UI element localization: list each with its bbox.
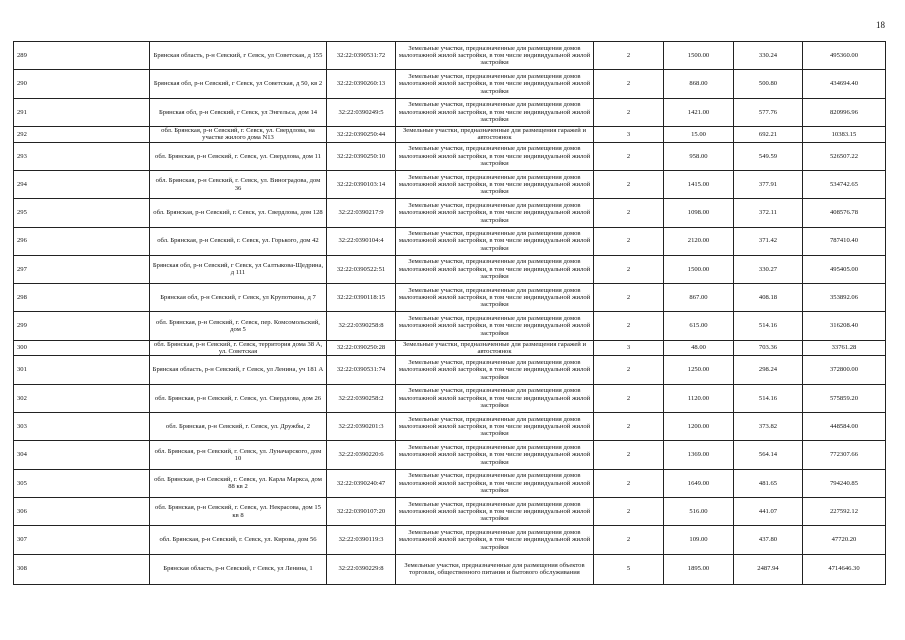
land-use-cell: Земельные участки, предназначенные для размещения домов малоэтажной жилой застройки, в том числе индивидуальной жилой застройки	[396, 70, 594, 98]
cadastral-value-cell: 575859.20	[803, 384, 886, 412]
group-cell: 2	[594, 199, 664, 227]
specific-value-cell: 2487.94	[734, 554, 803, 584]
cadastral-number-cell: 32:22:0390250:10	[327, 142, 396, 170]
group-cell: 2	[594, 42, 664, 70]
group-cell: 2	[594, 142, 664, 170]
group-cell: 2	[594, 413, 664, 441]
land-use-cell: Земельные участки, предназначенные для размещения домов малоэтажной жилой застройки, в том числе индивидуальной жилой застройки	[396, 227, 594, 255]
group-cell: 2	[594, 497, 664, 525]
cadastral-number-cell: 32:22:0390250:28	[327, 340, 396, 356]
land-use-cell: Земельные участки, предназначенные для размещения домов малоэтажной жилой застройки, в том числе индивидуальной жилой застройки	[396, 199, 594, 227]
address-cell: обл. Брянская, р-н Севский, г. Севск, ул. Карла Маркса, дом 88 кв 2	[150, 469, 327, 497]
area-cell: 958.00	[664, 142, 734, 170]
area-cell: 1421.00	[664, 98, 734, 126]
land-use-cell: Земельные участки, предназначенные для размещения домов малоэтажной жилой застройки, в том числе индивидуальной жилой застройки	[396, 497, 594, 525]
address-cell: обл. Брянская, р-н Севский, г. Севск, пер. Комсомольский, дом 5	[150, 312, 327, 340]
group-cell: 2	[594, 227, 664, 255]
address-cell: Брянская область, р-н Севский, г Севск, ул Ленина, 1	[150, 554, 327, 584]
row-number: 308	[14, 554, 150, 584]
address-cell: Брянская обл, р-н Севский, г Севск, ул Советская, д 50, кв 2	[150, 70, 327, 98]
row-number: 297	[14, 255, 150, 283]
cadastral-value-cell: 526507.22	[803, 142, 886, 170]
cadastral-number-cell: 32:22:0390260:13	[327, 70, 396, 98]
table-row	[14, 340, 886, 356]
area-cell: 1200.00	[664, 413, 734, 441]
group-cell: 2	[594, 284, 664, 312]
table-row	[14, 526, 886, 554]
table-row	[14, 413, 886, 441]
address-cell: обл. Брянская, р-н Севский, г. Севск, ул. Свердлова, дом 11	[150, 142, 327, 170]
row-number: 304	[14, 441, 150, 469]
cadastral-number-cell: 32:22:0390103:14	[327, 170, 396, 198]
cadastral-number-cell: 32:22:0390217:9	[327, 199, 396, 227]
specific-value-cell: 514.16	[734, 312, 803, 340]
cadastral-number-cell: 32:22:0390531:72	[327, 42, 396, 70]
table-row	[14, 227, 886, 255]
cadastral-value-cell: 534742.65	[803, 170, 886, 198]
row-number: 300	[14, 340, 150, 356]
area-cell: 15.00	[664, 126, 734, 142]
cadastral-value-cell: 495360.00	[803, 42, 886, 70]
address-cell: Брянская обл, р-н Севский, г Севск, ул Крупоткина, д 7	[150, 284, 327, 312]
address-cell: Брянская область, р-н Севский, г Севск, ул Ленина, уч 181 А	[150, 356, 327, 384]
group-cell: 3	[594, 340, 664, 356]
row-number: 290	[14, 70, 150, 98]
specific-value-cell: 692.21	[734, 126, 803, 142]
row-number: 299	[14, 312, 150, 340]
specific-value-cell: 408.18	[734, 284, 803, 312]
table-row	[14, 255, 886, 283]
address-cell: обл. Брянская, р-н Севский, г. Севск, ул. Горького, дом 42	[150, 227, 327, 255]
area-cell: 1098.00	[664, 199, 734, 227]
cadastral-number-cell: 32:22:0390220:6	[327, 441, 396, 469]
address-cell: Брянская обл, р-н Севский, г Севск, ул Энгельса, дом 14	[150, 98, 327, 126]
specific-value-cell: 481.65	[734, 469, 803, 497]
land-use-cell: Земельные участки, предназначенные для размещения домов малоэтажной жилой застройки, в том числе индивидуальной жилой застройки	[396, 356, 594, 384]
land-use-cell: Земельные участки, предназначенные для размещения домов малоэтажной жилой застройки, в том числе индивидуальной жилой застройки	[396, 170, 594, 198]
row-number: 303	[14, 413, 150, 441]
land-use-cell: Земельные участки, предназначенные для размещения домов малоэтажной жилой застройки, в том числе индивидуальной жилой застройки	[396, 255, 594, 283]
address-cell: Брянская обл, р-н Севский, г Севск, ул Салтыкова-Щедрина, д 111	[150, 255, 327, 283]
cadastral-value-cell: 820996.96	[803, 98, 886, 126]
cadastral-number-cell: 32:22:0390104:4	[327, 227, 396, 255]
specific-value-cell: 298.24	[734, 356, 803, 384]
address-cell: обл. Брянская, р-н Севский, г. Севск, ул. Некрасова, дом 15 кв 8	[150, 497, 327, 525]
table-row	[14, 384, 886, 412]
group-cell: 2	[594, 526, 664, 554]
cadastral-number-cell: 32:22:0390107:20	[327, 497, 396, 525]
cadastral-number-cell: 32:22:0390118:15	[327, 284, 396, 312]
address-cell: Брянская область, р-н Севский, г Севск, ул Советская, д 155	[150, 42, 327, 70]
cadastral-value-cell: 448584.00	[803, 413, 886, 441]
group-cell: 2	[594, 356, 664, 384]
area-cell: 867.00	[664, 284, 734, 312]
area-cell: 1895.00	[664, 554, 734, 584]
land-use-cell: Земельные участки, предназначенные для размещения гаражей и автостоянок	[396, 340, 594, 356]
area-cell: 1649.00	[664, 469, 734, 497]
group-cell: 2	[594, 469, 664, 497]
row-number: 306	[14, 497, 150, 525]
table-row	[14, 356, 886, 384]
specific-value-cell: 437.80	[734, 526, 803, 554]
area-cell: 48.00	[664, 340, 734, 356]
specific-value-cell: 330.24	[734, 42, 803, 70]
land-use-cell: Земельные участки, предназначенные для размещения объектов торговли, общественного питания и бытового обслуживания	[396, 554, 594, 584]
area-cell: 1250.00	[664, 356, 734, 384]
cadastral-number-cell: 32:22:0390201:3	[327, 413, 396, 441]
cadastral-value-cell: 227592.12	[803, 497, 886, 525]
area-cell: 1415.00	[664, 170, 734, 198]
cadastral-value-cell: 434694.40	[803, 70, 886, 98]
cadastral-value-cell: 408576.78	[803, 199, 886, 227]
cadastral-number-cell: 32:22:0390522:51	[327, 255, 396, 283]
address-cell: обл. Брянская, р-н Севский, г. Севск, территория дома 38 А, ул. Советская	[150, 340, 327, 356]
address-cell: обл. Брянская, р-н Севский, г. Севск, ул. Луначарского, дом 10	[150, 441, 327, 469]
land-use-cell: Земельные участки, предназначенные для размещения домов малоэтажной жилой застройки, в том числе индивидуальной жилой застройки	[396, 384, 594, 412]
group-cell: 2	[594, 70, 664, 98]
address-cell: обл. Брянская, р-н Севский, г. Севск, ул. Свердлова, дом 128	[150, 199, 327, 227]
address-cell: обл. Брянская, р-н Севский, г. Севск, ул. Дружбы, 2	[150, 413, 327, 441]
area-cell: 1120.00	[664, 384, 734, 412]
specific-value-cell: 564.14	[734, 441, 803, 469]
land-use-cell: Земельные участки, предназначенные для размещения гаражей и автостоянок	[396, 126, 594, 142]
table-row	[14, 126, 886, 142]
specific-value-cell: 500.80	[734, 70, 803, 98]
row-number: 305	[14, 469, 150, 497]
land-use-cell: Земельные участки, предназначенные для размещения домов малоэтажной жилой застройки, в том числе индивидуальной жилой застройки	[396, 413, 594, 441]
cadastral-value-table	[13, 41, 886, 585]
area-cell: 109.00	[664, 526, 734, 554]
specific-value-cell: 330.27	[734, 255, 803, 283]
cadastral-value-cell: 4714646.30	[803, 554, 886, 584]
group-cell: 2	[594, 98, 664, 126]
area-cell: 516.00	[664, 497, 734, 525]
table-row	[14, 170, 886, 198]
cadastral-number-cell: 32:22:0390258:2	[327, 384, 396, 412]
row-number: 301	[14, 356, 150, 384]
row-number: 307	[14, 526, 150, 554]
specific-value-cell: 373.82	[734, 413, 803, 441]
page-number: 18	[876, 20, 885, 30]
group-cell: 2	[594, 384, 664, 412]
table-row	[14, 441, 886, 469]
row-number: 296	[14, 227, 150, 255]
specific-value-cell: 703.36	[734, 340, 803, 356]
table-row	[14, 312, 886, 340]
table-row	[14, 469, 886, 497]
land-use-cell: Земельные участки, предназначенные для размещения домов малоэтажной жилой застройки, в том числе индивидуальной жилой застройки	[396, 526, 594, 554]
cadastral-number-cell: 32:22:0390250:44	[327, 126, 396, 142]
group-cell: 2	[594, 170, 664, 198]
table-row	[14, 142, 886, 170]
cadastral-value-cell: 10383.15	[803, 126, 886, 142]
area-cell: 868.00	[664, 70, 734, 98]
area-cell: 2120.00	[664, 227, 734, 255]
row-number: 294	[14, 170, 150, 198]
cadastral-value-cell: 495405.00	[803, 255, 886, 283]
row-number: 292	[14, 126, 150, 142]
group-cell: 2	[594, 255, 664, 283]
address-cell: обл. Брянская, р-н Севский, г. Севск, ул. Свердлова, дом 26	[150, 384, 327, 412]
table-row	[14, 554, 886, 584]
group-cell: 2	[594, 312, 664, 340]
row-number: 298	[14, 284, 150, 312]
specific-value-cell: 372.11	[734, 199, 803, 227]
area-cell: 1500.00	[664, 255, 734, 283]
area-cell: 1500.00	[664, 42, 734, 70]
land-use-cell: Земельные участки, предназначенные для размещения домов малоэтажной жилой застройки, в том числе индивидуальной жилой застройки	[396, 441, 594, 469]
group-cell: 2	[594, 441, 664, 469]
cadastral-value-cell: 353892.06	[803, 284, 886, 312]
land-use-cell: Земельные участки, предназначенные для размещения домов малоэтажной жилой застройки, в том числе индивидуальной жилой застройки	[396, 42, 594, 70]
table-row	[14, 98, 886, 126]
specific-value-cell: 441.07	[734, 497, 803, 525]
specific-value-cell: 514.16	[734, 384, 803, 412]
group-cell: 3	[594, 126, 664, 142]
address-cell: обл. Брянская, р-н Севский, г. Севск, ул. Свердлова, на участке жилого дома N13	[150, 126, 327, 142]
specific-value-cell: 371.42	[734, 227, 803, 255]
cadastral-value-cell: 372800.00	[803, 356, 886, 384]
land-use-cell: Земельные участки, предназначенные для размещения домов малоэтажной жилой застройки, в том числе индивидуальной жилой застройки	[396, 98, 594, 126]
row-number: 289	[14, 42, 150, 70]
land-use-cell: Земельные участки, предназначенные для размещения домов малоэтажной жилой застройки, в том числе индивидуальной жилой застройки	[396, 469, 594, 497]
table-row	[14, 199, 886, 227]
table-row	[14, 70, 886, 98]
table-row	[14, 497, 886, 525]
row-number: 295	[14, 199, 150, 227]
cadastral-value-cell: 794240.85	[803, 469, 886, 497]
area-cell: 615.00	[664, 312, 734, 340]
cadastral-number-cell: 32:22:0390119:3	[327, 526, 396, 554]
cadastral-value-cell: 33761.28	[803, 340, 886, 356]
land-use-cell: Земельные участки, предназначенные для размещения домов малоэтажной жилой застройки, в том числе индивидуальной жилой застройки	[396, 312, 594, 340]
group-cell: 5	[594, 554, 664, 584]
cadastral-number-cell: 32:22:0390531:74	[327, 356, 396, 384]
row-number: 291	[14, 98, 150, 126]
cadastral-number-cell: 32:22:0390258:8	[327, 312, 396, 340]
cadastral-value-cell: 787410.40	[803, 227, 886, 255]
specific-value-cell: 549.59	[734, 142, 803, 170]
row-number: 293	[14, 142, 150, 170]
specific-value-cell: 577.76	[734, 98, 803, 126]
cadastral-value-cell: 47720.20	[803, 526, 886, 554]
cadastral-number-cell: 32:22:0390249:5	[327, 98, 396, 126]
cadastral-number-cell: 32:22:0390240:47	[327, 469, 396, 497]
land-use-cell: Земельные участки, предназначенные для размещения домов малоэтажной жилой застройки, в том числе индивидуальной жилой застройки	[396, 284, 594, 312]
cadastral-number-cell: 32:22:0390229:8	[327, 554, 396, 584]
area-cell: 1369.00	[664, 441, 734, 469]
cadastral-value-cell: 772307.66	[803, 441, 886, 469]
cadastral-value-cell: 316208.40	[803, 312, 886, 340]
address-cell: обл. Брянская, р-н Севский, г. Севск, ул. Кирова, дом 56	[150, 526, 327, 554]
table-body	[14, 42, 886, 585]
table-row	[14, 42, 886, 70]
address-cell: обл. Брянская, р-н Севский, г. Севск, ул. Виноградова, дом 36	[150, 170, 327, 198]
row-number: 302	[14, 384, 150, 412]
table-row	[14, 284, 886, 312]
specific-value-cell: 377.91	[734, 170, 803, 198]
land-use-cell: Земельные участки, предназначенные для размещения домов малоэтажной жилой застройки, в том числе индивидуальной жилой застройки	[396, 142, 594, 170]
